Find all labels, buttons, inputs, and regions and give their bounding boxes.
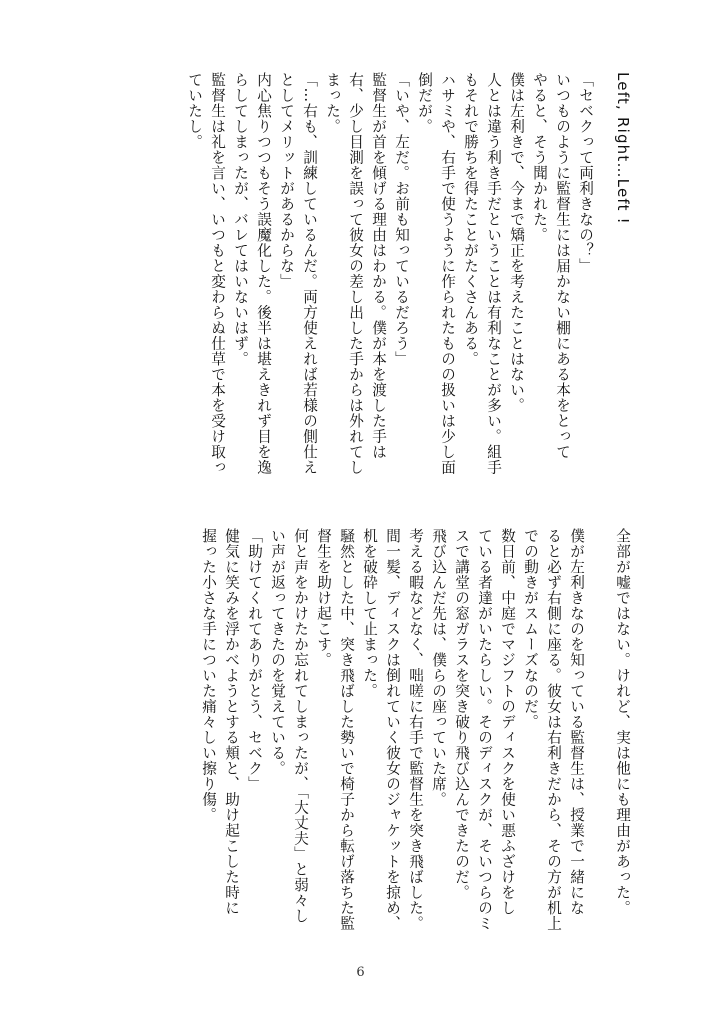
text-line: 人とは違う利き手だということは有利なことが多い。組手 (485, 72, 502, 475)
text-line: 間一髪、ディスクは倒れていく彼女のジャケットを掠め、 (384, 528, 401, 931)
text-line: 考える暇などなく、咄嗟に右手で監督生を突き飛ばした。 (407, 528, 424, 931)
text-line: ている者達がいたらしい。そのディスクが、そいつらのミ (476, 528, 493, 931)
text-line: ると必ず右側に座る。彼女は右利きだから、その方が机上 (545, 528, 562, 931)
text-line: としてメリットがあるからな」 (278, 72, 295, 289)
text-line: 倒だが。 (416, 72, 433, 134)
text-line: 健気に笑みを浮かべようとする頬と、助け起こした時に (223, 528, 240, 916)
text-line: での動きがスムーズなのだ。 (522, 528, 539, 730)
text-line: 全部が嘘ではない。けれど、実は他にも理由があった。 (614, 528, 631, 916)
top-text-block (88, 72, 634, 504)
text-line: 「…右も、訓練しているんだ。両方使えれば若様の側仕え (301, 72, 318, 475)
text-line: スで講堂の窓ガラスを突き破り飛び込んできたのだ。 (453, 528, 470, 900)
text-line: 右、少し目測を誤って彼女の差し出した手からは外れてし (347, 72, 364, 475)
text-line: 「助けてくれてありがとう、セベク」 (246, 528, 263, 792)
text-line: やると、そう聞かれた。 (531, 72, 548, 243)
text-line: 督生を助け起こす。 (315, 528, 332, 668)
chapter-title: Left, Right…Left ! (614, 72, 632, 225)
text-line: い声が返ってきたのを覚えている。 (269, 528, 286, 776)
text-line: らしてしまったが、バレてはいないはず。 (232, 72, 249, 367)
text-line: 監督生は礼を言い、いつもと変わらぬ仕草で本を受け取っ (209, 72, 226, 475)
blank-line (588, 528, 611, 960)
text-line: 内心焦りつつもそう誤魔化した。後半は堪えきれず目を逸 (255, 72, 272, 475)
text-line: 「いや、左だ。お前も知っているだろう」 (393, 72, 410, 367)
text-line: ていたし。 (186, 72, 203, 150)
text-line: 机を破砕して止まった。 (361, 528, 378, 699)
bottom-text-block (104, 528, 634, 960)
text-line: 数日前、中庭でマジフトのディスクを使い悪ふざけをし (499, 528, 516, 916)
text-line: まった。 (324, 72, 341, 134)
text-line: もそれで勝ちを得たことがたくさんある。 (462, 72, 479, 367)
text-line: 何と声をかけたか忘れてしまったが、「大丈夫」と弱々し (292, 528, 309, 924)
text-line: 騒然とした中、突き飛ばした勢いで椅子から転げ落ちた監 (338, 528, 355, 931)
text-line: いつものように監督生には届かない棚にある本をとって (554, 72, 571, 460)
text-line: 「セベクって両利きなの？」 (577, 72, 594, 274)
text-line: 僕が左利きなのを知っている監督生は、授業で一緒にな (568, 528, 585, 916)
text-line: ハサミや、右手で使うように作られたものの扱いは少し面 (439, 72, 456, 475)
page-number: 6 (356, 965, 365, 980)
text-line: 監督生が首を傾げる理由はわかる。僕が本を渡した手は (370, 72, 387, 460)
text-line: 飛び込んだ先は、僕らの座っていた席。 (430, 528, 447, 807)
text-line: 握った小さな手についた痛々しい擦り傷。 (200, 528, 217, 823)
text-line: 僕は左利きで、今まで矯正を考えたことはない。 (508, 72, 525, 413)
